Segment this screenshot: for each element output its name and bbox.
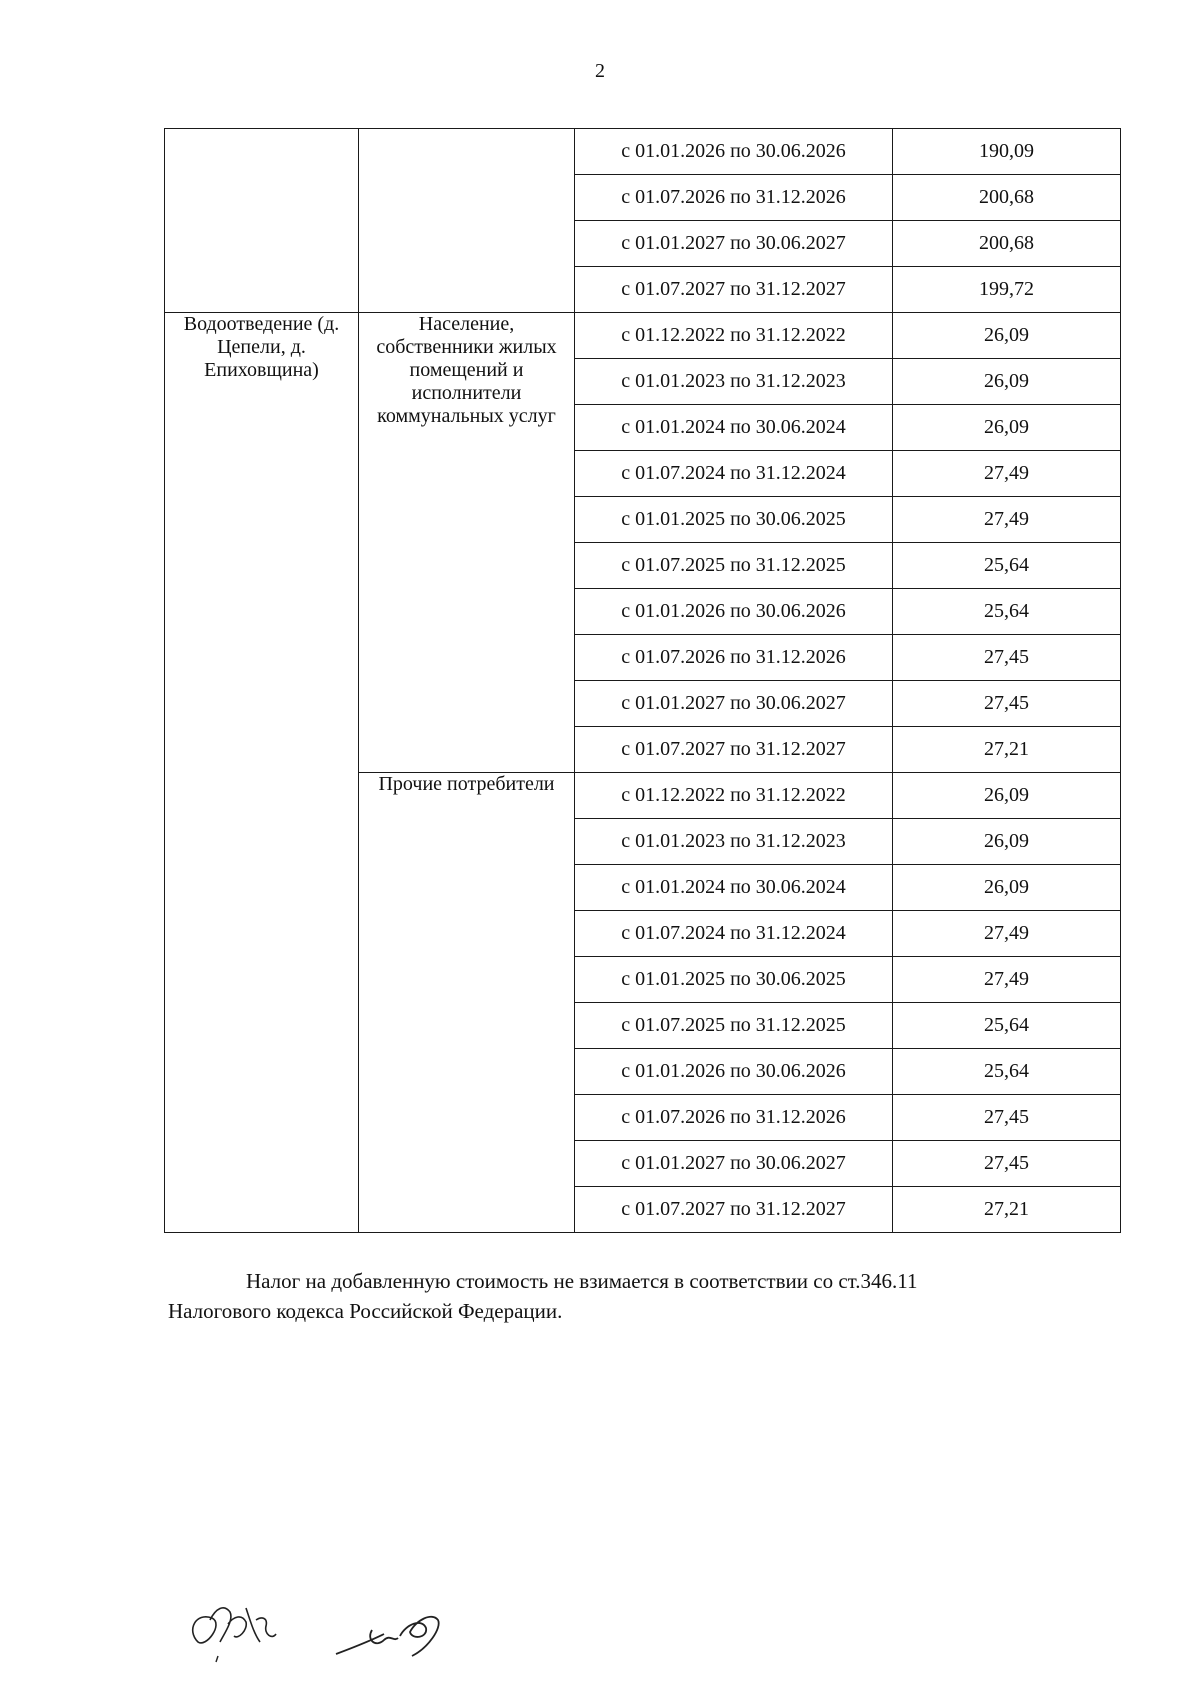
tariff-value-cell: 25,64 bbox=[893, 589, 1121, 635]
period-cell: с 01.12.2022 по 31.12.2022 bbox=[575, 313, 893, 359]
period-cell: с 01.01.2026 по 30.06.2026 bbox=[575, 589, 893, 635]
tariff-value-cell: 27,45 bbox=[893, 635, 1121, 681]
service-cell bbox=[165, 129, 359, 313]
tariff-value-cell: 27,49 bbox=[893, 957, 1121, 1003]
period-cell: с 01.07.2024 по 31.12.2024 bbox=[575, 911, 893, 957]
vat-footnote bbox=[168, 1266, 1128, 1326]
footnote-line-1: Налог на добавленную стоимость не взимается в соответствии со ст.346.11 bbox=[246, 1269, 918, 1293]
table-row bbox=[165, 313, 1121, 359]
tariff-value-cell: 26,09 bbox=[893, 819, 1121, 865]
consumer-group-cell: Прочие потребители bbox=[359, 773, 575, 1233]
period-cell: с 01.07.2026 по 31.12.2026 bbox=[575, 1095, 893, 1141]
period-cell: с 01.01.2023 по 31.12.2023 bbox=[575, 819, 893, 865]
tariff-value-cell: 200,68 bbox=[893, 221, 1121, 267]
period-cell: с 01.01.2025 по 30.06.2025 bbox=[575, 957, 893, 1003]
tariff-value-cell: 199,72 bbox=[893, 267, 1121, 313]
period-cell: с 01.07.2027 по 31.12.2027 bbox=[575, 267, 893, 313]
period-cell: с 01.07.2025 по 31.12.2025 bbox=[575, 1003, 893, 1049]
period-cell: с 01.07.2025 по 31.12.2025 bbox=[575, 543, 893, 589]
footnote-line-2: Налогового кодекса Российской Федерации. bbox=[168, 1299, 563, 1323]
tariff-value-cell: 27,45 bbox=[893, 681, 1121, 727]
period-cell: с 01.07.2027 по 31.12.2027 bbox=[575, 1187, 893, 1233]
page-number: 2 bbox=[595, 60, 605, 82]
period-cell: с 01.07.2024 по 31.12.2024 bbox=[575, 451, 893, 497]
tariff-value-cell: 26,09 bbox=[893, 773, 1121, 819]
table-row bbox=[165, 129, 1121, 175]
tariff-value-cell: 25,64 bbox=[893, 1049, 1121, 1095]
tariff-value-cell: 25,64 bbox=[893, 1003, 1121, 1049]
tariff-value-cell: 27,21 bbox=[893, 1187, 1121, 1233]
tariff-value-cell: 200,68 bbox=[893, 175, 1121, 221]
consumer-group-cell bbox=[359, 129, 575, 313]
tariff-value-cell: 27,45 bbox=[893, 1095, 1121, 1141]
period-cell: с 01.07.2027 по 31.12.2027 bbox=[575, 727, 893, 773]
tariff-value-cell: 25,64 bbox=[893, 543, 1121, 589]
period-cell: с 01.01.2024 по 30.06.2024 bbox=[575, 405, 893, 451]
tariff-value-cell: 27,45 bbox=[893, 1141, 1121, 1187]
period-cell: с 01.01.2027 по 30.06.2027 bbox=[575, 681, 893, 727]
tariff-value-cell: 190,09 bbox=[893, 129, 1121, 175]
tariff-table-body bbox=[165, 129, 1121, 1233]
tariff-value-cell: 27,49 bbox=[893, 451, 1121, 497]
service-cell: Водоотведение (д. Цепели, д. Епиховщина) bbox=[165, 313, 359, 1233]
period-cell: с 01.01.2027 по 30.06.2027 bbox=[575, 221, 893, 267]
period-cell: с 01.01.2026 по 30.06.2026 bbox=[575, 129, 893, 175]
tariff-value-cell: 26,09 bbox=[893, 405, 1121, 451]
period-cell: с 01.01.2023 по 31.12.2023 bbox=[575, 359, 893, 405]
tariff-value-cell: 27,49 bbox=[893, 497, 1121, 543]
period-cell: с 01.07.2026 по 31.12.2026 bbox=[575, 635, 893, 681]
handwritten-signatures bbox=[176, 1590, 476, 1670]
period-cell: с 01.07.2026 по 31.12.2026 bbox=[575, 175, 893, 221]
period-cell: с 01.01.2025 по 30.06.2025 bbox=[575, 497, 893, 543]
tariff-value-cell: 26,09 bbox=[893, 865, 1121, 911]
tariff-table bbox=[164, 128, 1121, 1233]
tariff-value-cell: 26,09 bbox=[893, 313, 1121, 359]
period-cell: с 01.01.2026 по 30.06.2026 bbox=[575, 1049, 893, 1095]
period-cell: с 01.12.2022 по 31.12.2022 bbox=[575, 773, 893, 819]
consumer-group-cell: Население, собственники жилых помещений и исполнители коммунальных услуг bbox=[359, 313, 575, 773]
period-cell: с 01.01.2024 по 30.06.2024 bbox=[575, 865, 893, 911]
tariff-value-cell: 26,09 bbox=[893, 359, 1121, 405]
tariff-value-cell: 27,49 bbox=[893, 911, 1121, 957]
signature-icon bbox=[176, 1590, 476, 1670]
tariff-value-cell: 27,21 bbox=[893, 727, 1121, 773]
period-cell: с 01.01.2027 по 30.06.2027 bbox=[575, 1141, 893, 1187]
